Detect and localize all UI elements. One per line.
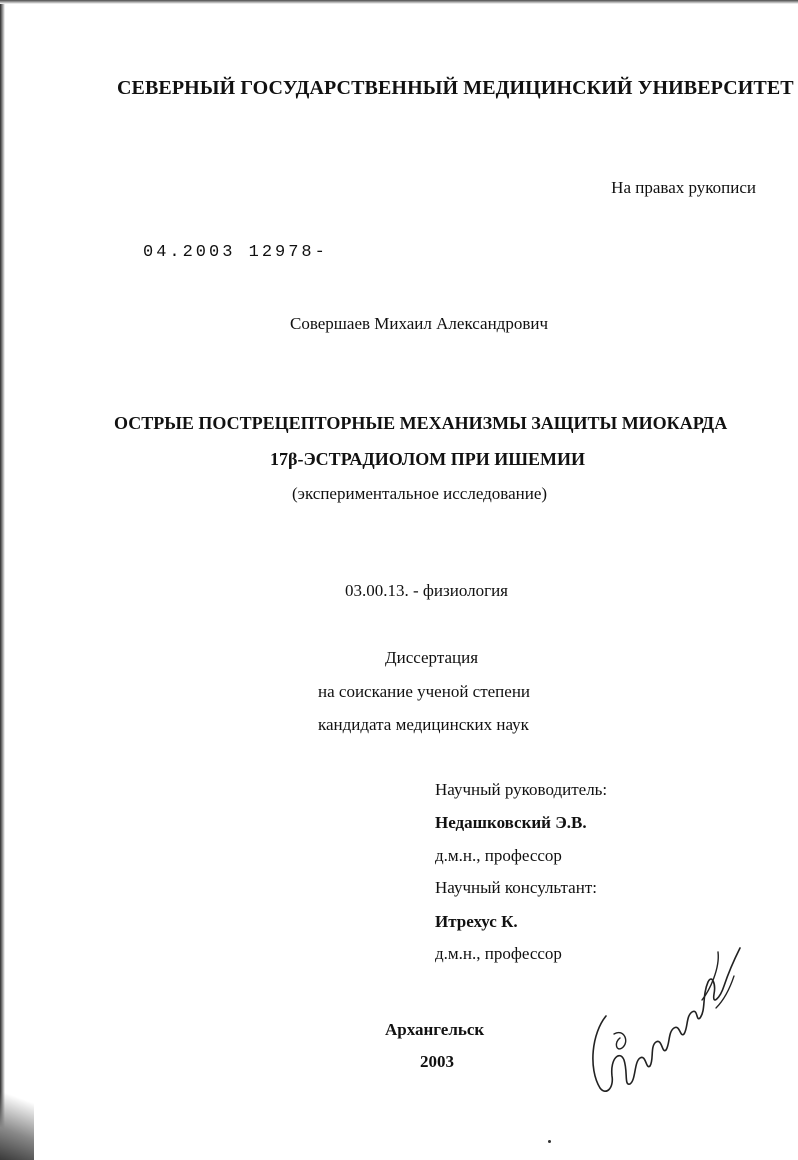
dissertation-label: Диссертация: [385, 648, 479, 667]
supervisor-degree: д.м.н., профессор: [435, 846, 562, 865]
specialty-code: 03.00.13. - физиология: [345, 581, 508, 600]
supervisor-name: Недашковский Э.В.: [435, 813, 587, 832]
thesis-title-line-2: 17β-ЭСТРАДИОЛОМ ПРИ ИШЕМИИ: [270, 449, 586, 469]
scan-shadow-corner: [0, 1080, 34, 1160]
supervisor-label: Научный руководитель:: [435, 780, 608, 799]
scan-speck: [548, 1140, 551, 1143]
author-name: Совершаев Михаил Александрович: [290, 314, 548, 333]
city: Архангельск: [385, 1020, 485, 1039]
manuscript-rights-note: На правах рукописи: [611, 178, 756, 197]
consultant-label: Научный консультант:: [435, 878, 597, 897]
thesis-title-line-1: ОСТРЫЕ ПОСТРЕЦЕПТОРНЫЕ МЕХАНИЗМЫ ЗАЩИТЫ МИОКАРДА: [114, 413, 728, 433]
scan-shadow-top: [0, 0, 798, 4]
handwritten-signature: [584, 938, 744, 1098]
degree-line-2: кандидата медицинских наук: [318, 715, 529, 734]
consultant-degree: д.м.н., профессор: [435, 944, 562, 963]
year: 2003: [420, 1052, 454, 1071]
registration-number: 04.2003 12978-: [143, 243, 328, 262]
university-name: СЕВЕРНЫЙ ГОСУДАРСТВЕННЫЙ МЕДИЦИНСКИЙ УНИВЕРСИТЕТ: [117, 77, 794, 99]
scan-shadow-left: [0, 0, 5, 1160]
consultant-name: Итрехус К.: [435, 912, 518, 931]
degree-line-1: на соискание ученой степени: [318, 682, 531, 701]
thesis-subtitle: (экспериментальное исследование): [292, 484, 548, 503]
